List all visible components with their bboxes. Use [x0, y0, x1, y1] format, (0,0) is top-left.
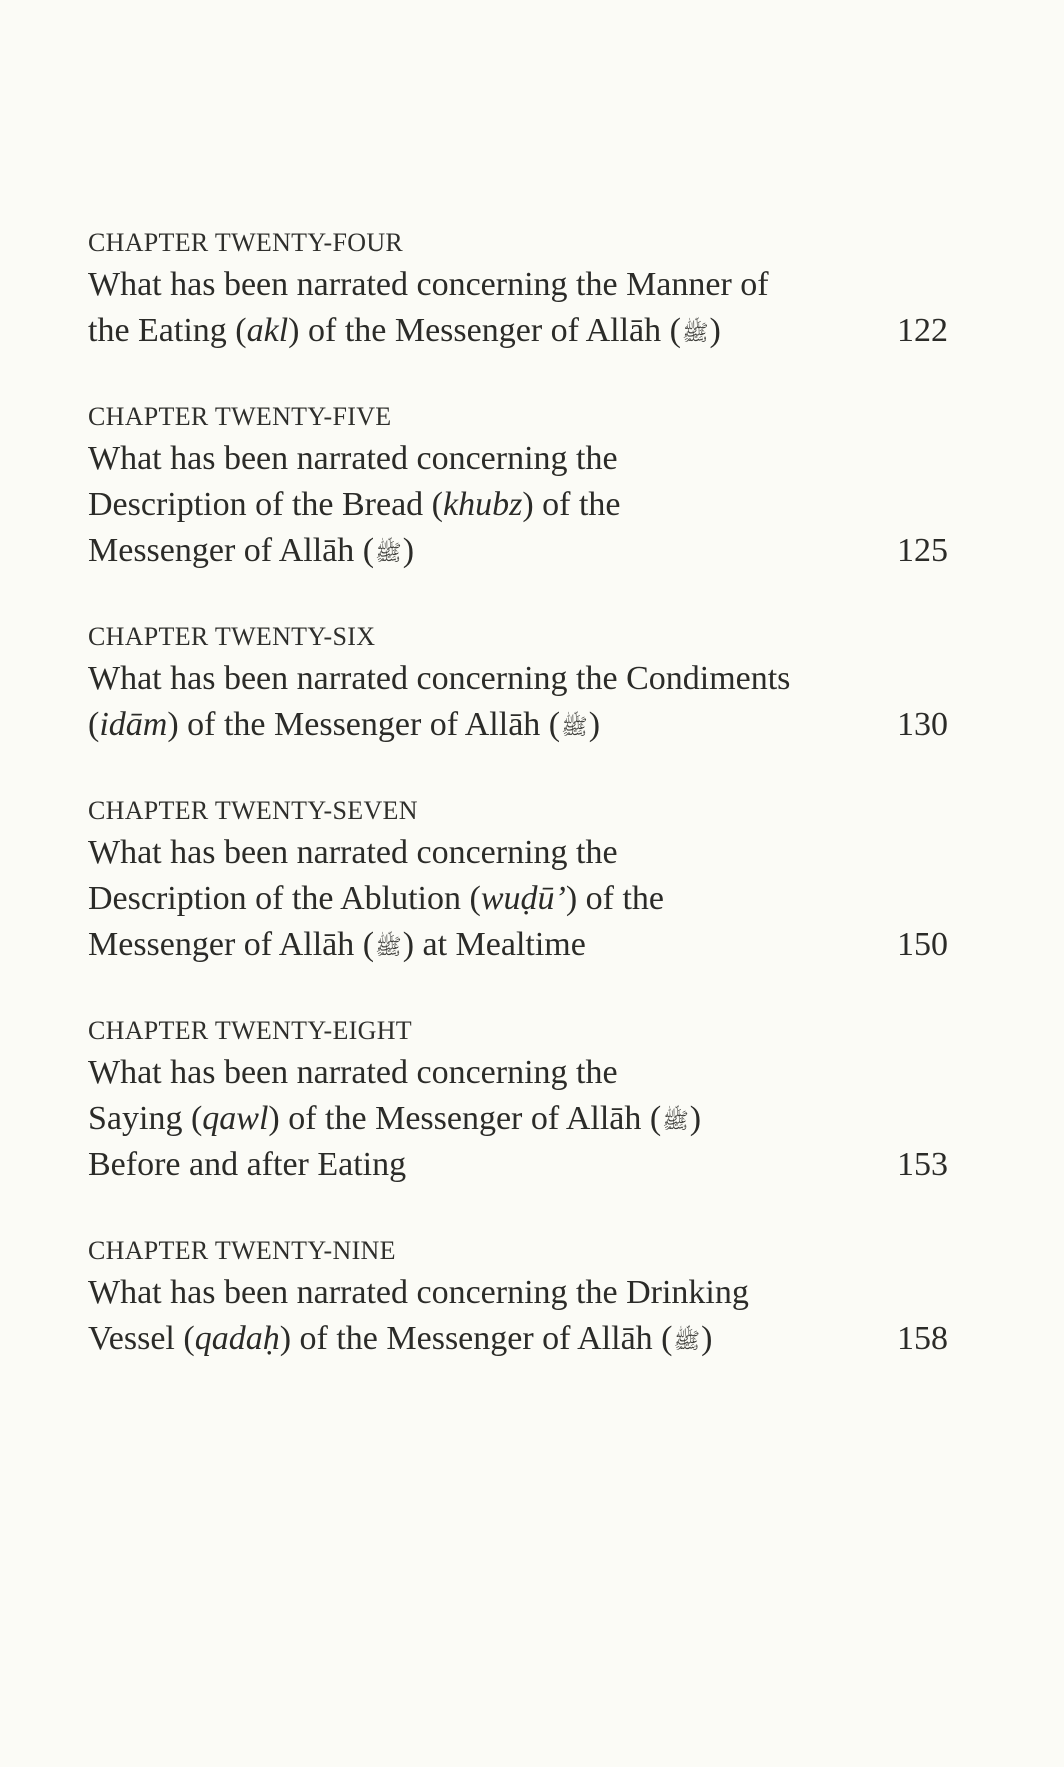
title-text: Description of the Bread (: [88, 486, 443, 523]
title-text: What has been narrated concerning the Condiments: [88, 660, 791, 697]
honorific-glyph-icon: ﷺ: [561, 714, 588, 740]
title-text: ): [689, 1100, 702, 1137]
honorific-glyph-icon: ﷺ: [681, 320, 709, 346]
title-text: ): [709, 312, 721, 349]
page-number: 150: [897, 926, 948, 963]
title-text: ) of the Messenger of Allāh (: [268, 1100, 662, 1137]
page-number: 153: [897, 1146, 948, 1183]
title-text: What has been narrated concerning the: [88, 440, 618, 477]
chapter-title-line: [88, 1050, 948, 1096]
transliterated-term: khubz: [443, 486, 523, 523]
page-number: 122: [897, 312, 948, 349]
chapter-heading: CHAPTER TWENTY-FIVE: [88, 402, 392, 431]
chapter-title-line: [88, 308, 948, 354]
chapter-title-line: [88, 876, 948, 922]
chapter-heading: CHAPTER TWENTY-SIX: [88, 622, 376, 651]
title-text: ): [701, 1320, 713, 1357]
title-text: (: [88, 706, 100, 743]
transliterated-term: qawl: [202, 1100, 269, 1137]
honorific-glyph-icon: ﷺ: [375, 540, 402, 566]
chapter-heading: CHAPTER TWENTY-NINE: [88, 1236, 396, 1265]
title-text: What has been narrated concerning the Drinking: [88, 1274, 749, 1311]
title-text: Description of the Ablution (: [88, 880, 481, 917]
table-of-contents: [88, 224, 948, 1406]
title-text: Saying (: [88, 1100, 203, 1137]
title-text: Vessel (: [88, 1320, 195, 1357]
toc-entry: [88, 792, 948, 968]
chapter-title-line: [88, 702, 948, 748]
title-text: Messenger of Allāh (: [88, 926, 375, 963]
toc-entry: [88, 1012, 948, 1188]
title-text: ) of the Messenger of Allāh (: [279, 1320, 673, 1357]
chapter-title-line: [88, 922, 948, 968]
title-text: ): [588, 706, 601, 743]
title-text: ) of the Messenger of Allāh (: [288, 312, 681, 349]
chapter-title-line: [88, 482, 948, 528]
honorific-glyph-icon: ﷺ: [673, 1328, 701, 1354]
transliterated-term: akl: [246, 312, 289, 349]
chapter-title-line: [88, 1270, 948, 1316]
title-text: ) of the: [522, 486, 621, 523]
chapter-heading: CHAPTER TWENTY-SEVEN: [88, 796, 418, 825]
page-number: 158: [897, 1320, 948, 1357]
chapter-title-line: [88, 436, 948, 482]
toc-entry: [88, 398, 948, 574]
title-text: ) of the: [565, 880, 665, 917]
chapter-heading: CHAPTER TWENTY-FOUR: [88, 228, 404, 257]
page-number: 125: [897, 532, 948, 569]
transliterated-term: wuḍū’: [480, 880, 566, 917]
chapter-title-line: [88, 830, 948, 876]
title-text: Before and after Eating: [88, 1146, 407, 1183]
page-number: 130: [897, 706, 948, 743]
toc-entry: [88, 618, 948, 748]
title-text: ) of the Messenger of Allāh (: [167, 706, 561, 743]
chapter-title-line: [88, 1316, 948, 1362]
title-text: What has been narrated concerning the: [88, 834, 618, 871]
title-text: the Eating (: [88, 312, 247, 349]
honorific-glyph-icon: ﷺ: [662, 1108, 689, 1134]
title-text: What has been narrated concerning the: [88, 1054, 618, 1091]
chapter-title-line: [88, 1142, 948, 1188]
chapter-title-line: [88, 262, 948, 308]
toc-entry: [88, 1232, 948, 1362]
title-text: Messenger of Allāh (: [88, 532, 375, 569]
chapter-heading: CHAPTER TWENTY-EIGHT: [88, 1016, 412, 1045]
title-text: ): [402, 532, 415, 569]
chapter-title-line: [88, 528, 948, 574]
chapter-title-line: [88, 656, 948, 702]
chapter-title-line: [88, 1096, 948, 1142]
transliterated-term: idām: [99, 706, 168, 743]
toc-entry: [88, 224, 948, 354]
title-text: ) at Mealtime: [402, 926, 586, 963]
title-text: What has been narrated concerning the Manner of: [88, 266, 769, 303]
transliterated-term: qadaḥ: [194, 1320, 280, 1357]
honorific-glyph-icon: ﷺ: [375, 934, 402, 960]
